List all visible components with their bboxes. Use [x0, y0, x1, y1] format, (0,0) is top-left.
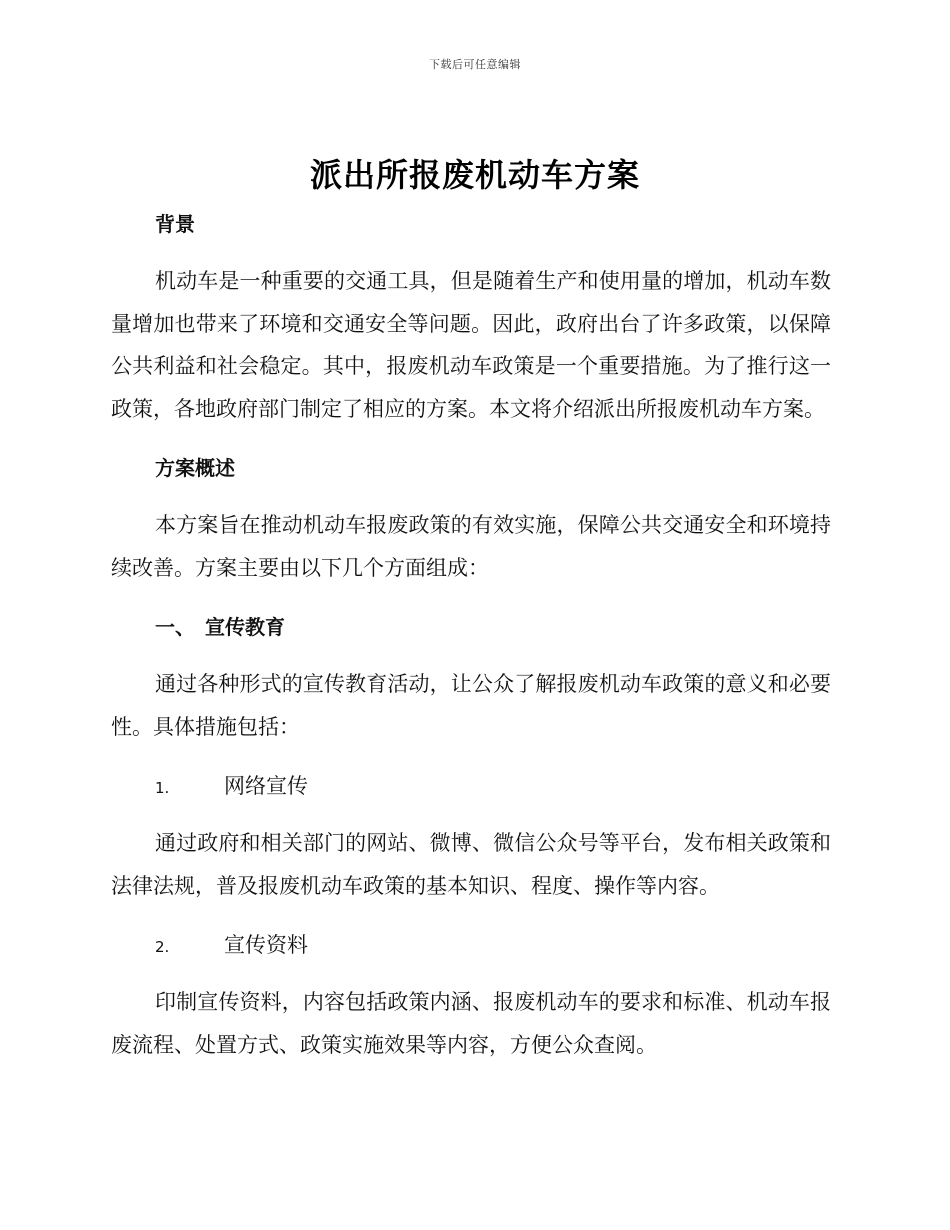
- spacer: [111, 589, 831, 605]
- section-heading-overview: 方案概述: [155, 456, 235, 480]
- spacer: [111, 907, 831, 923]
- spacer: [111, 649, 831, 663]
- document-body: [111, 202, 831, 1066]
- spacer: [111, 430, 831, 446]
- section-number: 一、: [155, 615, 195, 639]
- subitem-number: 1.: [155, 779, 170, 797]
- section-heading-background: 背景: [155, 212, 195, 236]
- section-heading-publicity: [111, 605, 831, 649]
- subitem-heading-1: [111, 764, 831, 808]
- subitem-number: 2.: [155, 938, 170, 956]
- spacer: [111, 246, 831, 260]
- paragraph-subitem-2: 印制宣传资料，内容包括政策内涵、报废机动车的要求和标准、机动车报废流程、处置方式、政策实施效果等内容，方便公众查阅。: [111, 990, 831, 1057]
- spacer: [111, 748, 831, 764]
- paragraph-subitem-1: 通过政府和相关部门的网站、微博、微信公众号等平台，发布相关政策和法律法规，普及报废机动车政策的基本知识、程度、操作等内容。: [111, 831, 831, 898]
- paragraph-background: 机动车是一种重要的交通工具，但是随着生产和使用量的增加，机动车数量增加也带来了环境和交通安全等问题。因此，政府出台了许多政策，以保障公共利益和社会稳定。其中，报废机动车政策是一个重要措施。为了推行这一政策，各地政府部门制定了相应的方案。本文将介绍派出所报废机动车方案。: [111, 269, 831, 421]
- paragraph-publicity: 通过各种形式的宣传教育活动，让公众了解报废机动车政策的意义和必要性。具体措施包括：: [111, 672, 831, 739]
- header-note: 下载后可任意编辑: [429, 58, 521, 71]
- spacer: [111, 967, 831, 981]
- subitem-title: 网络宣传: [224, 774, 308, 798]
- paragraph-overview: 本方案旨在推动机动车报废政策的有效实施，保障公共交通安全和环境持续改善。方案主要由以下几个方面组成：: [111, 513, 831, 580]
- spacer: [111, 490, 831, 504]
- section-heading-text: 宣传教育: [205, 615, 285, 639]
- spacer: [111, 808, 831, 822]
- subitem-heading-2: [111, 923, 831, 967]
- document-title: 派出所报废机动车方案: [309, 156, 640, 194]
- subitem-title: 宣传资料: [224, 933, 308, 957]
